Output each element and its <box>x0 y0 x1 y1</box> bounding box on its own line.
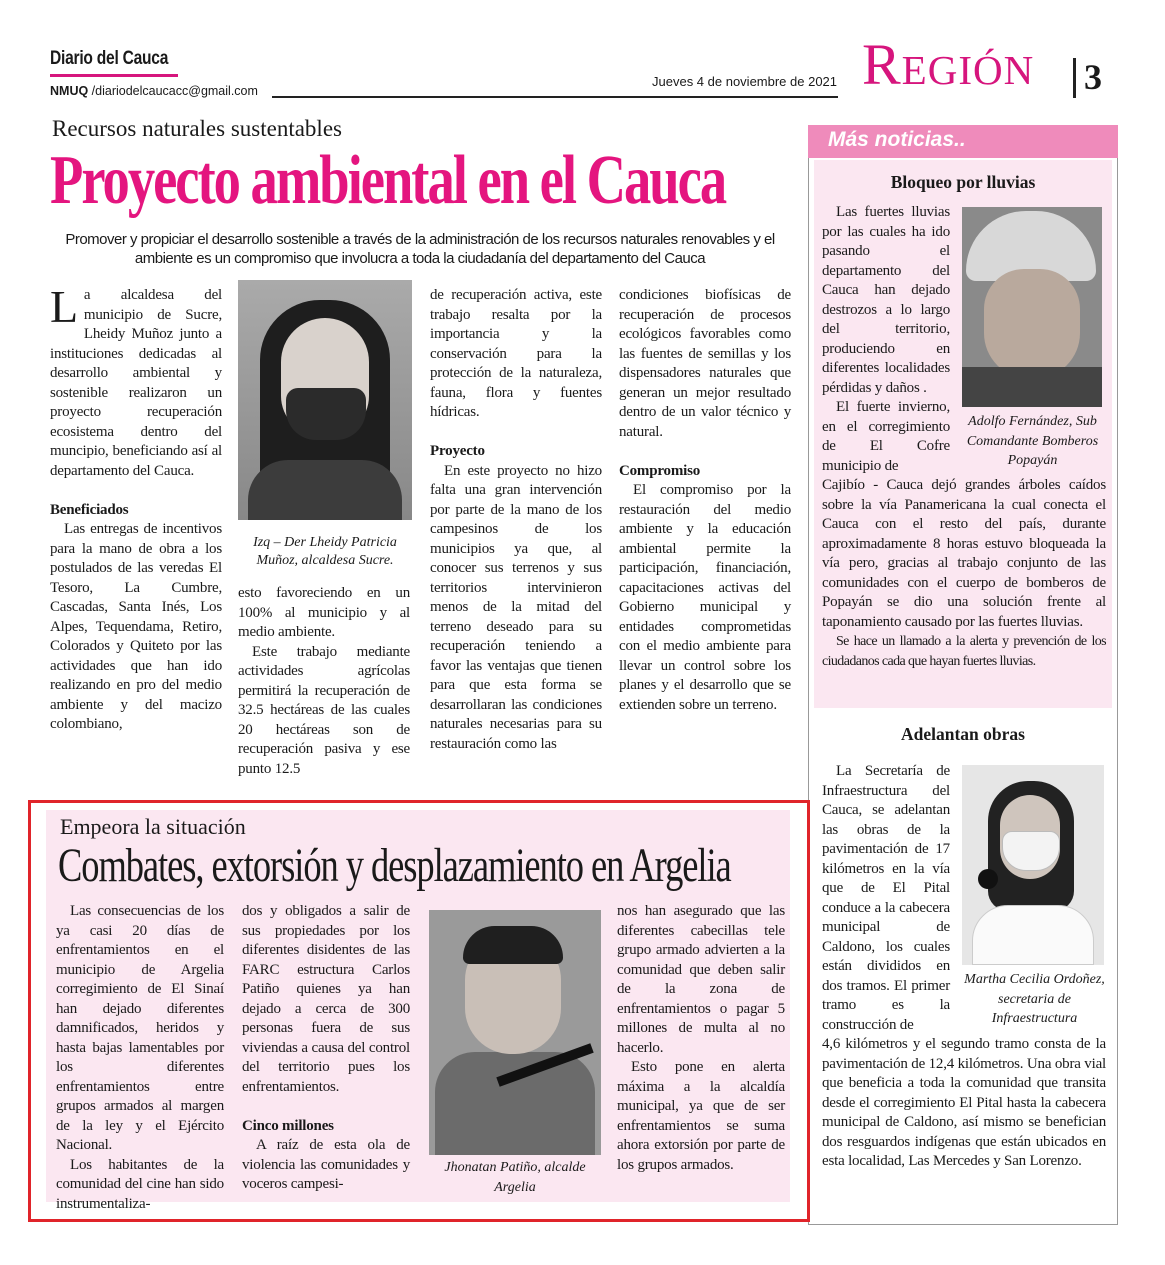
bottom-c2-paragraph-1: dos y obligados a salir de sus propiedades por los diferentes disidentes de las FARC estructura Carlos Patiño quienes ya han dejado a cerca de 300 personas fuera de sus viviendas a causa del control del territorio pues los enfrentamientos. <box>242 903 410 1095</box>
bottom-c4-paragraph-2: Esto pone en alerta máxima a la alcaldía municipal, ya que de ser enfrentamientos se suma ahora extorsión por parte de los grupos armados. <box>617 1059 785 1173</box>
mayor-argelia-photo <box>429 910 601 1155</box>
bloqueo-paragraph-4: Se hace un llamado a la alerta y prevención de los ciudadanos cada que hayan fuertes lluvias. <box>822 634 1106 669</box>
section-separator <box>1073 58 1076 98</box>
photo-caption-sucre: Izq – Der Lheidy Patricia Muñoz, alcaldesa Sucre. <box>253 535 397 568</box>
adelantan-paragraph-1: La Secretaría de Infraestructura del Cauca, se adelantan las obras de la pavimentación de 17 kilómetros en la vía que de El Pital conduce a la cabecera municipal de Caldono, los cuales están divididos en dos tramos. El primer tramo es la construcción de <box>822 763 950 1033</box>
bottom-column-1 <box>56 902 224 1214</box>
adelantan-title: Adelantan obras <box>901 724 1025 744</box>
subheading-proyecto: Proyecto <box>430 443 485 459</box>
main-subhead: Promover y propiciar el desarrollo sostenible a través de la administración de los recursos naturales renovables y el ambiente es un compromiso que involucra a toda la ciudadanía del departamento del Cauca <box>65 231 775 268</box>
bottom-kicker: Empeora la situación <box>60 814 246 839</box>
bloqueo-body <box>822 203 1106 671</box>
bloqueo-paragraph-2: El fuerte invierno, en el corregimiento de El Cofre municipio de <box>822 399 950 474</box>
main-column-2 <box>238 584 410 779</box>
main-c3-paragraph-2: En este proyecto no hizo falta una gran intervención por parte de la mano de los campesinos de los municipios ya que, al conocer sus terrenos y sus territorios intervinieron menos de la mitad del terreno deseado para su recuperación teniendo a favor las ventajas que tienen para que esta forma se desarrollaran las condiciones naturales necesarias para su restauración como las <box>430 462 602 752</box>
email-address: /diariodelcaucacc@gmail.com <box>88 84 258 98</box>
bottom-headline: Combates, extorsión y desplazamiento en Argelia <box>58 839 731 892</box>
mayor-sucre-photo <box>238 280 412 520</box>
bloqueo-paragraph-1: Las fuertes lluvias por las cuales ha ido pasando el departamento del Cauca han dejado destrozos a lo largo del territorio, produciendo en diferentes localidades pérdidas y daños . <box>822 204 950 396</box>
bottom-c2-paragraph-2: A raíz de esta ola de violencia las comunidades y voceros campesi- <box>242 1137 410 1192</box>
main-c2-paragraph-2: Este trabajo mediante actividades agrícolas permitirá la recuperación de 32.5 hectáreas de las cuales 20 hectáreas son de recuperación pasiva y ese punto 12.5 <box>238 643 410 777</box>
bottom-c4-paragraph-1: nos han asegurado que las diferentes cabecillas tele grupo armado advierten a la comunidad que deben salir de la zona de enfrentamientos o pagar 5 millones de multa al no hacerlo. <box>617 903 785 1056</box>
bloqueo-title: Bloqueo por lluvias <box>890 172 1036 192</box>
main-c3-paragraph-1: de recuperación activa, este trabajo resalta por la importancia y la conservación para la protección de la naturaleza, fauna, flora y fuentes hídricas. <box>430 287 602 420</box>
subheading-compromiso: Compromiso <box>619 462 701 479</box>
main-headline: Proyecto ambiental en el Cauca <box>50 142 726 219</box>
main-c2-paragraph-1: esto favoreciendo en un 100% al municipio y al medio ambiente. <box>238 585 410 640</box>
bottom-c1-paragraph-1: Las consecuencias de los ya casi 20 días de enfrentamientos en el municipio de Argelia corregimiento de El Sinaí han dejado diferentes damnificados, heridos y hasta bajas lamentables por los diferentes enfrentamientos entre grupos armados al margen de la ley y el Ejército Nacional. <box>56 903 224 1153</box>
section-name: Región <box>862 32 1035 97</box>
photo-caption-martha: Martha Cecilia Ordoñez, secretaria de Infraestructura <box>964 972 1105 1026</box>
main-column-1 <box>50 281 222 735</box>
header-rule <box>272 96 838 98</box>
adelantan-paragraph-2: 4,6 kilómetros y el segundo tramo consta de la pavimentación de 12,4 kilómetros. Una obra vial que beneficia a toda la comunidad que transita desde el corregimiento El Pital hasta la cabecera municipal de Caldono, así mismo se benefician dos resguardos indígenas que están ubicados en esta localidad, Las Mercedes y San Lorenzo. <box>822 1036 1106 1169</box>
main-column-4 <box>619 286 791 715</box>
page-number: 3 <box>1084 57 1102 97</box>
main-column-3 <box>430 286 602 754</box>
photo-caption-bomber: Adolfo Fernández, Sub Comandante Bomberos Popayán <box>966 414 1099 468</box>
issue-date: Jueves 4 de noviembre de 2021 <box>652 74 838 89</box>
bottom-column-4 <box>617 902 785 1175</box>
email-prefix: NMUQ <box>50 84 89 98</box>
adelantan-body <box>822 762 1106 1172</box>
bottom-column-2 <box>242 902 410 1195</box>
main-c1-paragraph-1: a alcaldesa del municipio de Sucre, Lheidy Muñoz junto a instituciones dedicadas al desarrollo ambiental y sostenible realizaron un proyecto recuperación ecosistema dentro del muncipio, beneficiando así al departamento del Cauca. <box>50 287 222 479</box>
drop-cap: L <box>50 281 78 332</box>
main-kicker: Recursos naturales sustentables <box>52 116 342 141</box>
main-c4-paragraph-2: El compromiso por la restauración del medio ambiente y la educación ambiental permite la participación, financiación, capacitaciones activas del Gobierno municipal y entidades comprometidas con el medio ambiente para llevar un control sobre los planes y el desarrollo que se extienden sobre un terreno. <box>619 482 791 713</box>
email-line <box>50 84 258 98</box>
masthead-rule <box>50 74 178 77</box>
bloqueo-paragraph-3: Cajibío - Cauca dejó grandes árboles caídos sobre la vía Panamericana la cual conecta el Cauca con el resto del país, durante aproximadamente 8 horas estuvo bloqueada la vía pero, gracias al trabajo conjunto de las comunidades con el cuerpo de bomberos de Popayán se dio una solución frente al taponamiento causado por las fuertes lluvias. <box>822 477 1106 630</box>
masthead: Diario del Cauca <box>50 48 169 69</box>
sidebar-label: Más noticias.. <box>828 128 966 151</box>
photo-caption-patino: Jhonatan Patiño, alcalde Argelia <box>444 1160 586 1195</box>
bottom-c1-paragraph-2: Los habitantes de la comunidad del cine han sido instrumentaliza- <box>56 1156 224 1212</box>
subheading-beneficiados: Beneficiados <box>50 501 129 518</box>
main-c4-paragraph-1: condiciones biofísicas de recuperación de procesos ecológicos favorables como las fuentes de semillas y los dispensadores naturales que generan un mejor resultado dentro de un valor técnico y natural. <box>619 287 791 440</box>
subheading-cinco-millones: Cinco millones <box>242 1117 334 1134</box>
main-c1-paragraph-2: Las entregas de incentivos para la mano de obra a los postulados de las veredas El Tesoro, La Cumbre, Cascadas, Santa Inés, Los Alpes, Tequendama, Retiro, Colorados y Quiteto por las actividades que han ido realizando en pro del medio ambiente y del macizo colombiano, <box>50 521 222 732</box>
